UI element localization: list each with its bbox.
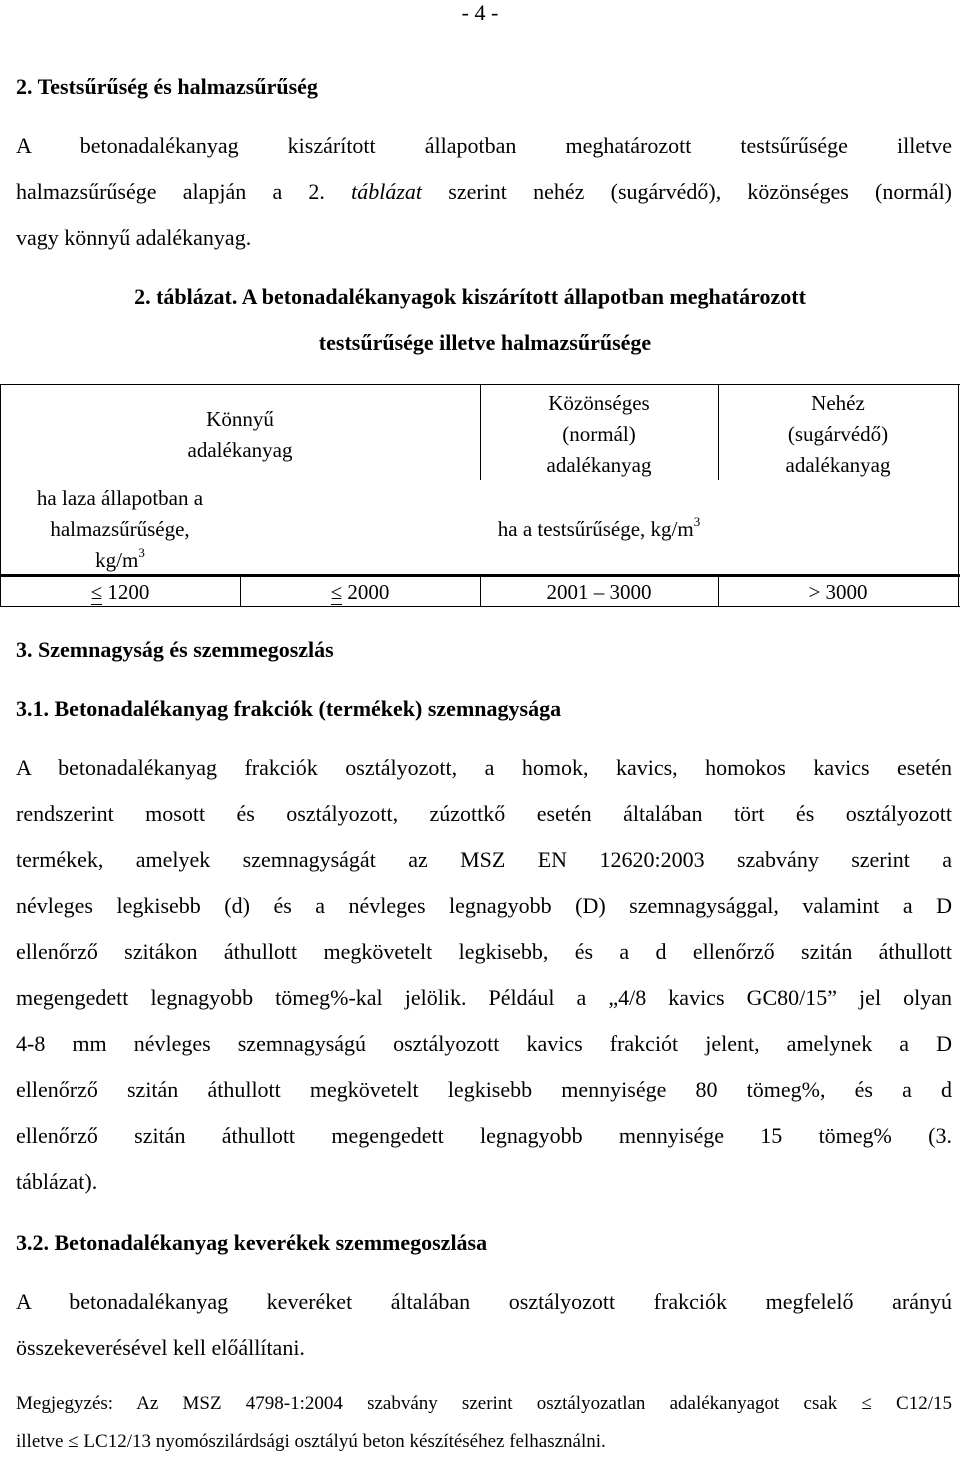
note-line-2: illetve ≤ LC12/13 nyomószilárdsági osztályú beton készítéséhez felhasználni. [16, 1431, 606, 1452]
header-konnyu-line-2: adalékanyag [187, 438, 293, 462]
header-nehez-line-2: (sugárvédő) [787, 422, 889, 446]
value-nehez: > 3000 [808, 580, 868, 604]
density-span-exponent: 3 [693, 514, 701, 529]
table-caption-line-2: testsűrűsége illetve halmazsűrűsége [318, 330, 652, 355]
density-span-text: ha a testsűrűsége, kg/m [497, 517, 694, 541]
table-right-border [958, 384, 959, 607]
row-label-line-2: halmazsűrűsége, [50, 517, 190, 541]
le-symbol: ≤ [331, 577, 343, 608]
value-konnyu-test [240, 577, 480, 608]
row-label-line-3 [0, 545, 240, 576]
value-kozonseges: 2001 – 3000 [546, 580, 652, 604]
header-konnyu [120, 404, 360, 466]
s2-paragraph-line-1: A betonadalékanyag kiszárított állapotban meghatározott testsűrűsége illetve [16, 133, 952, 158]
section-3-1-heading: 3.1. Betonadalékanyag frakciók (termékek) szemnagysága [16, 696, 562, 721]
paragraph-line: 4-8 mm névleges szemnagyságú osztályozott kavics frakciót jelent, amelynek a D [16, 1031, 952, 1056]
page-number: - 4 - [461, 0, 499, 25]
row-label-line-1: ha laza állapotban a [36, 486, 204, 510]
header-nehez [718, 388, 958, 481]
value-konnyu-halmaz [0, 577, 240, 608]
header-kozonseges [480, 388, 718, 481]
value-1200: 1200 [107, 580, 150, 604]
le-symbol: ≤ [91, 577, 103, 608]
paragraph-line: ellenőrző szitán áthullott megengedett legnagyobb mennyisége 15 tömeg% (3. [16, 1123, 952, 1148]
header-nehez-line-3: adalékanyag [785, 453, 891, 477]
paragraph-line: termékek, amelyek szemnagyságát az MSZ EN 12620:2003 szabvány szerint a [16, 847, 952, 872]
s2-text-b: szerint nehéz (sugárvédő), közönséges (normál) [422, 179, 953, 204]
header-kozonseges-line-2: (normál) [562, 422, 636, 446]
note-line-1: Megjegyzés: Az MSZ 4798-1:2004 szabvány szerint osztályozatlan adalékanyagot csak ≤ C12/15 [16, 1393, 952, 1414]
paragraph-line: táblázat). [16, 1169, 98, 1194]
density-span-label [240, 514, 958, 545]
header-nehez-line-1: Nehéz [811, 391, 865, 415]
table-reference: táblázat [351, 179, 423, 204]
paragraph-line: A betonadalékanyag frakciók osztályozott, a homok, kavics, homokos kavics esetén [16, 755, 952, 780]
paragraph-line: összekeverésével kell előállítani. [16, 1335, 305, 1360]
row-label-unit: kg/m [95, 548, 139, 572]
table-caption-line-1: 2. táblázat. A betonadalékanyagok kiszárított állapotban meghatározott [134, 284, 806, 309]
paragraph-line: névleges legkisebb (d) és a névleges legnagyobb (D) szemnagysággal, valamint a D [16, 893, 952, 918]
row-label [0, 483, 240, 576]
paragraph-line: A betonadalékanyag keveréket általában osztályozott frakciók megfelelő arányú [16, 1289, 952, 1314]
header-kozonseges-line-3: adalékanyag [546, 453, 652, 477]
value-2000: 2000 [347, 580, 390, 604]
paragraph-line: ellenőrző szitán áthullott megkövetelt legkisebb mennyisége 80 tömeg%, és a d [16, 1077, 952, 1102]
header-konnyu-line-1: Könnyű [206, 407, 274, 431]
s2-text-a: halmazsűrűsége alapján a 2. [16, 179, 352, 204]
section-2-heading: 2. Testsűrűség és halmazsűrűség [16, 74, 318, 99]
section-3-2-paragraph [16, 1279, 952, 1371]
header-kozonseges-line-1: Közönséges [548, 391, 650, 415]
row-label-unit-exponent: 3 [138, 545, 145, 560]
s2-paragraph-line-3: vagy könnyű adalékanyag. [16, 225, 252, 250]
section-3-heading: 3. Szemnagyság és szemmegoszlás [16, 637, 334, 662]
paragraph-line: rendszerint mosott és osztályozott, zúzottkő esetén általában tört és osztályozott [16, 801, 952, 826]
paragraph-line: ellenőrző szitákon áthullott megkövetelt legkisebb, és a d ellenőrző szitán áthullott [16, 939, 952, 964]
section-3-2-heading: 3.2. Betonadalékanyag keverékek szemmegoszlása [16, 1230, 488, 1255]
s2-paragraph-line-2 [16, 169, 952, 215]
paragraph-line: megengedett legnagyobb tömeg%-kal jelölik. Például a „4/8 kavics GC80/15” jel olyan [16, 985, 952, 1010]
section-3-1-paragraph [16, 745, 952, 1205]
